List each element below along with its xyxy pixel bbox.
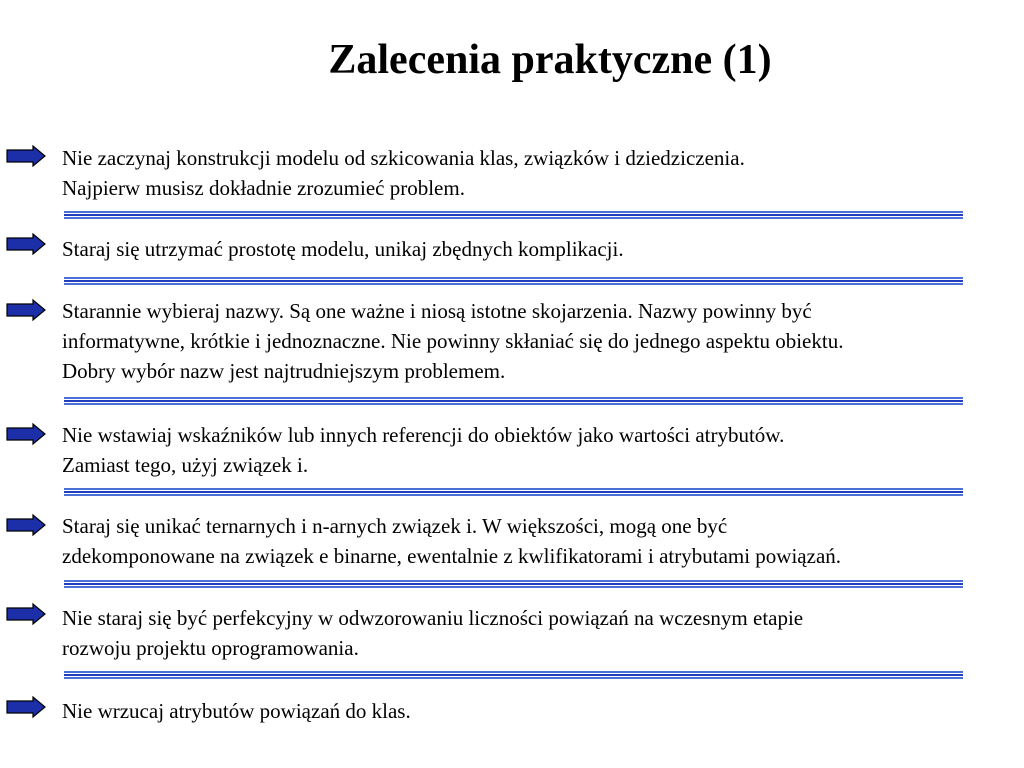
divider [64, 671, 963, 679]
item-text [62, 234, 1024, 264]
item-text [62, 603, 1024, 663]
item-line: Nie zaczynaj konstrukcji modelu od szkicowania klas, związków i dziedziczenia. [62, 146, 745, 170]
divider [64, 211, 963, 219]
item-line: informatywne, krótkie i jednoznaczne. Nie powinny skłaniać się do jednego aspektu obiektu. [62, 329, 844, 353]
right-arrow-icon [6, 299, 46, 321]
divider [64, 580, 963, 588]
right-arrow-icon [6, 696, 46, 718]
slide-title: Zalecenia praktyczne (1) [328, 37, 772, 83]
item-text [62, 143, 1024, 203]
right-arrow-icon [6, 423, 46, 445]
item-line: Nie wrzucaj atrybutów powiązań do klas. [62, 699, 411, 723]
item-text [62, 420, 1024, 480]
item-text [62, 511, 1024, 571]
item-line: rozwoju projektu oprogramowania. [62, 636, 359, 660]
item-text [62, 696, 1024, 726]
item-line: zdekomponowane na związek e binarne, ewentalnie z kwlifikatorami i atrybutami powiązań. [62, 544, 842, 568]
right-arrow-icon [6, 514, 46, 536]
item-text [62, 296, 1024, 386]
divider [64, 488, 963, 496]
item-line: Nie wstawiaj wskaźników lub innych referencji do obiektów jako wartości atrybutów. [62, 423, 785, 447]
item-line: Staraj się unikać ternarnych i n-arnych związek i. W większości, mogą one być [62, 514, 728, 538]
item-line: Nie staraj się być perfekcyjny w odwzorowaniu liczności powiązań na wczesnym etapie [62, 606, 804, 630]
item-line: Najpierw musisz dokładnie zrozumieć problem. [62, 176, 465, 200]
item-line: Zamiast tego, użyj związek i. [62, 453, 309, 477]
right-arrow-icon [6, 603, 46, 625]
right-arrow-icon [6, 233, 46, 255]
right-arrow-icon [6, 145, 46, 167]
item-line: Starannie wybieraj nazwy. Są one ważne i niosą istotne skojarzenia. Nazwy powinny być [62, 299, 812, 323]
item-line: Staraj się utrzymać prostotę modelu, unikaj zbędnych komplikacji. [62, 237, 624, 261]
divider [64, 397, 963, 405]
item-line: Dobry wybór nazw jest najtrudniejszym problemem. [62, 359, 506, 383]
divider [64, 277, 963, 285]
